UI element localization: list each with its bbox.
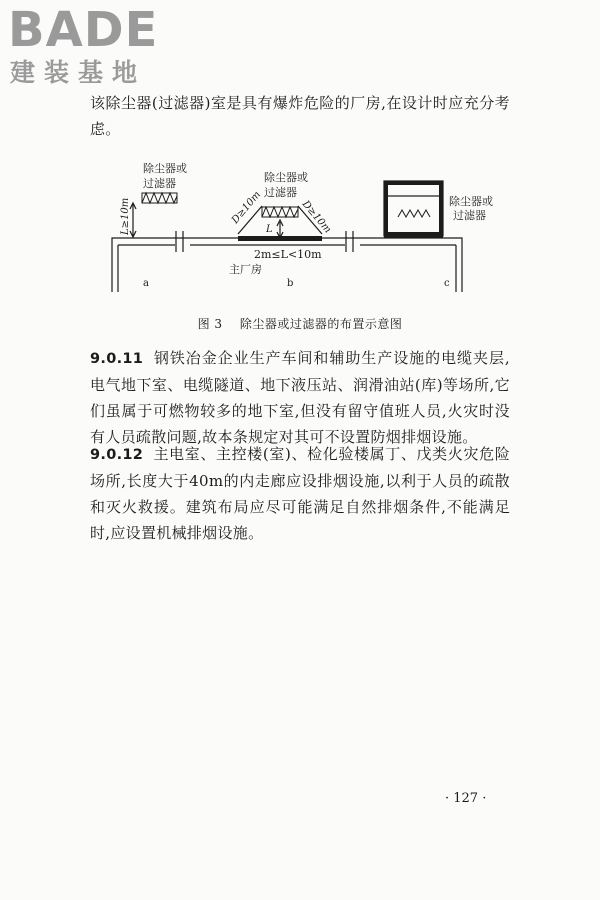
layout-diagram [0, 0, 600, 340]
label-b-top-line2: 过滤器 [264, 186, 297, 199]
filter-room-c-base [384, 232, 443, 238]
section-a-label: a [143, 278, 149, 289]
clause-number: 9.0.12 [90, 447, 144, 463]
dim-b-left-text: D≥10m [229, 189, 264, 226]
page-number: · 127 · [445, 791, 487, 806]
filter-room-c-outer [384, 181, 443, 236]
section-c-label: c [444, 278, 450, 289]
filter-zigzag-b [262, 207, 298, 217]
label-c-line2: 过滤器 [453, 209, 486, 222]
building-label: 主厂房 [229, 263, 262, 276]
logo-brand-text: BADE [8, 2, 159, 58]
dim-bottom-text: 2m≤L<10m [254, 248, 322, 261]
filter-room-c-wall-right [439, 183, 443, 236]
roof-slab [238, 236, 322, 241]
figure-caption-number: 图 3 [197, 317, 223, 331]
filter-room-c-wall-left [384, 183, 388, 236]
section-b-label: b [287, 278, 294, 289]
clause-text: 钢铁冶金企业生产车间和辅助生产设施的电缆夹层,电气地下室、电缆隧道、地下液压站、润滑油站(库)等场所,它们虽属于可燃物较多的地下室,但没有留守值班人员,火灾时没有人员疏散问题,故本条规定对其可不设置防烟排烟设施。 [90, 349, 510, 446]
clause-text: 主电室、主控楼(室)、检化验楼属丁、戊类火灾危险场所,长度大于40m的内走廊应设排烟设施,以利于人员的疏散和灭火救援。建筑布局应尽可能满足自然排烟条件,不能满足时,应设置机械排烟设施。 [90, 445, 510, 542]
label-a-top-line2: 过滤器 [143, 177, 176, 190]
filter-zigzag-a [142, 193, 177, 203]
label-b-top-line1: 除尘器或 [264, 171, 308, 184]
figure-caption-text: 除尘器或过滤器的布置示意图 [239, 317, 403, 331]
filter-room-c-roof [384, 181, 443, 185]
intro-paragraph: 该除尘器(过滤器)室是具有爆炸危险的厂房,在设计时应充分考虑。 [90, 94, 510, 138]
filter-zigzag-c [398, 210, 430, 217]
label-a-top-line1: 除尘器或 [143, 162, 187, 175]
dim-b-right-text: D≥10m [299, 198, 333, 236]
dim-left-text: L≥10m [120, 197, 131, 235]
dim-b-vertical-text: L [266, 224, 273, 235]
clause-9-0-11 [90, 345, 510, 450]
clause-9-0-12 [90, 441, 510, 546]
label-c-line1: 除尘器或 [449, 195, 493, 208]
logo-subtitle: 建装基地 [10, 58, 147, 87]
figure-caption [0, 315, 600, 332]
filter-room-c-inner [387, 196, 440, 234]
clause-number: 9.0.11 [90, 351, 144, 367]
